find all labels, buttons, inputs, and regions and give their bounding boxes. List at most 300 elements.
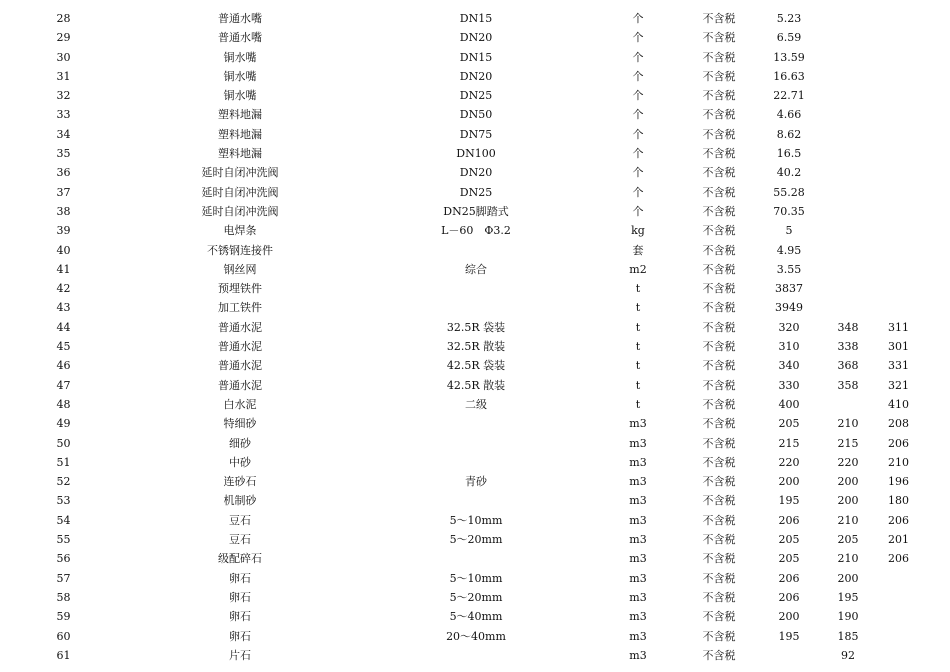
unit-cell: 个 xyxy=(632,89,644,103)
specification-cell: DN15 xyxy=(459,12,493,25)
price-3-cell xyxy=(879,569,918,588)
material-name-cell: 普通水泥 xyxy=(218,340,262,354)
specification-cell: DN20 xyxy=(459,31,493,45)
unit-cell: 个 xyxy=(632,147,644,161)
unit-cell: t xyxy=(635,340,641,354)
row-number-cell: 36 xyxy=(56,166,71,180)
empty-cell xyxy=(918,588,950,607)
unit-cell: t xyxy=(635,301,641,315)
price-1-cell: 4.95 xyxy=(776,243,802,257)
price-2-cell xyxy=(817,298,879,317)
material-name-cell: 延时自闭冲洗阀 xyxy=(201,166,279,180)
tax-status-cell: 不含税 xyxy=(702,378,736,392)
price-3-cell xyxy=(879,241,918,260)
specification-cell: DN50 xyxy=(459,108,493,122)
price-3-cell: 301 xyxy=(888,340,909,354)
row-number-cell: 29 xyxy=(56,31,71,45)
tax-status-cell: 不含税 xyxy=(702,166,736,180)
table-row xyxy=(0,67,950,86)
price-1-cell: 206 xyxy=(778,571,800,585)
empty-cell xyxy=(918,549,950,568)
price-3-cell: 331 xyxy=(888,359,909,373)
table-row xyxy=(0,183,950,202)
price-1-cell: 5 xyxy=(785,224,793,238)
tax-status-cell: 不含税 xyxy=(702,590,736,604)
material-name-cell: 延时自闭冲洗阀 xyxy=(201,185,279,199)
table-row xyxy=(0,125,950,144)
row-number-cell: 30 xyxy=(56,50,71,64)
material-name-cell: 卵石 xyxy=(229,590,251,604)
price-2-cell: 205 xyxy=(837,533,859,547)
row-number-cell: 47 xyxy=(56,378,71,392)
specification-cell xyxy=(353,453,599,472)
material-name-cell: 普通水泥 xyxy=(218,320,262,334)
row-number-cell: 39 xyxy=(56,224,71,238)
unit-cell: kg xyxy=(631,224,645,238)
material-name-cell: 加工铁件 xyxy=(218,301,262,315)
material-name-cell: 普通水泥 xyxy=(218,378,262,392)
table-row xyxy=(0,395,950,414)
price-3-cell xyxy=(879,279,918,298)
material-name-cell: 塑料地漏 xyxy=(218,127,262,141)
material-name-cell: 普通水嘴 xyxy=(218,31,262,45)
price-3-cell: 206 xyxy=(888,436,909,450)
price-1-cell: 6.59 xyxy=(776,31,802,45)
tax-status-cell: 不含税 xyxy=(702,571,736,585)
table-row xyxy=(0,472,950,491)
material-name-cell: 电焊条 xyxy=(223,224,257,238)
table-row xyxy=(0,511,950,530)
price-3-cell: 196 xyxy=(888,475,909,489)
table-row xyxy=(0,588,950,607)
unit-cell: 个 xyxy=(632,12,644,25)
empty-cell xyxy=(918,202,950,221)
specification-cell xyxy=(353,491,599,510)
tax-status-cell: 不含税 xyxy=(702,455,736,469)
tax-status-cell: 不含税 xyxy=(702,436,736,450)
row-number-cell: 54 xyxy=(56,513,71,527)
price-1-cell xyxy=(761,646,817,665)
empty-cell xyxy=(918,221,950,240)
table-row xyxy=(0,163,950,182)
price-2-cell: 200 xyxy=(837,475,859,489)
tax-status-cell: 不含税 xyxy=(702,282,736,296)
row-number-cell: 61 xyxy=(56,648,71,662)
price-3-cell xyxy=(879,125,918,144)
material-name-cell: 级配碎石 xyxy=(218,552,262,566)
specification-cell xyxy=(353,646,599,665)
price-1-cell: 13.59 xyxy=(773,50,805,64)
table-row xyxy=(0,241,950,260)
specification-cell: 42.5R 散装 xyxy=(446,378,506,392)
tax-status-cell: 不含税 xyxy=(702,417,736,431)
table-row xyxy=(0,298,950,317)
price-1-cell: 55.28 xyxy=(773,185,805,199)
tax-status-cell: 不含税 xyxy=(702,301,736,315)
unit-cell: m3 xyxy=(629,475,647,489)
price-3-cell: 201 xyxy=(888,533,909,547)
table-row xyxy=(0,569,950,588)
row-number-cell: 57 xyxy=(56,571,71,585)
material-name-cell: 卵石 xyxy=(229,571,251,585)
price-1-cell: 195 xyxy=(778,494,800,508)
empty-cell xyxy=(918,646,950,665)
row-number-cell: 40 xyxy=(56,243,71,257)
empty-cell xyxy=(918,356,950,375)
price-3-cell xyxy=(879,144,918,163)
table-row xyxy=(0,221,950,240)
empty-cell xyxy=(918,86,950,105)
empty-cell xyxy=(918,279,950,298)
price-3-cell: 180 xyxy=(888,494,909,508)
specification-cell: DN15 xyxy=(459,50,493,64)
price-2-cell xyxy=(817,221,879,240)
tax-status-cell: 不含税 xyxy=(702,648,736,662)
specification-cell: 32.5R 袋装 xyxy=(446,320,506,334)
price-1-cell: 195 xyxy=(778,629,800,643)
tax-status-cell: 不含税 xyxy=(702,552,736,566)
price-2-cell: 210 xyxy=(837,513,859,527)
table-row xyxy=(0,549,950,568)
specification-cell: 20～40mm xyxy=(446,629,506,643)
row-number-cell: 43 xyxy=(56,301,71,315)
price-3-cell: 208 xyxy=(888,417,909,431)
table-row xyxy=(0,28,950,47)
price-1-cell: 22.71 xyxy=(773,89,805,103)
specification-cell: DN25脚踏式 xyxy=(443,204,509,218)
unit-cell: 个 xyxy=(632,204,644,218)
specification-cell: 综合 xyxy=(465,262,487,276)
tax-status-cell: 不含税 xyxy=(702,610,736,624)
unit-cell: m2 xyxy=(629,262,647,276)
table-row xyxy=(0,318,950,337)
empty-cell xyxy=(918,395,950,414)
price-3-cell xyxy=(879,202,918,221)
tax-status-cell: 不含税 xyxy=(702,340,736,354)
material-name-cell: 塑料地漏 xyxy=(218,147,262,161)
tax-status-cell: 不含税 xyxy=(702,69,736,83)
empty-cell xyxy=(918,530,950,549)
row-number-cell: 38 xyxy=(56,204,71,218)
unit-cell: m3 xyxy=(629,571,647,585)
price-1-cell: 330 xyxy=(778,378,800,392)
specification-cell: DN100 xyxy=(456,147,496,161)
specification-cell: DN20 xyxy=(459,69,493,83)
price-3-cell xyxy=(879,86,918,105)
material-name-cell: 钢丝网 xyxy=(223,262,257,276)
empty-cell xyxy=(918,318,950,337)
tax-status-cell: 不含税 xyxy=(702,185,736,199)
tax-status-cell: 不含税 xyxy=(702,262,736,276)
price-3-cell: 311 xyxy=(888,320,909,334)
price-2-cell: 220 xyxy=(837,455,859,469)
price-2-cell xyxy=(817,125,879,144)
specification-cell: DN25 xyxy=(459,185,493,199)
empty-cell xyxy=(918,28,950,47)
table-row xyxy=(0,646,950,665)
price-3-cell xyxy=(879,67,918,86)
material-name-cell: 豆石 xyxy=(229,533,251,547)
price-1-cell: 200 xyxy=(778,610,800,624)
tax-status-cell: 不含税 xyxy=(702,224,736,238)
price-1-cell: 310 xyxy=(778,340,800,354)
price-3-cell: 410 xyxy=(888,397,909,411)
price-1-cell: 206 xyxy=(778,513,800,527)
row-number-cell: 46 xyxy=(56,359,71,373)
price-2-cell xyxy=(817,163,879,182)
row-number-cell: 48 xyxy=(56,397,71,411)
row-number-cell: 56 xyxy=(56,552,71,566)
material-name-cell: 不锈钢连接件 xyxy=(207,243,273,257)
unit-cell: m3 xyxy=(629,648,647,662)
tax-status-cell: 不含税 xyxy=(702,12,736,25)
unit-cell: m3 xyxy=(629,494,647,508)
material-name-cell: 普通水泥 xyxy=(218,359,262,373)
unit-cell: m3 xyxy=(629,533,647,547)
empty-cell xyxy=(918,414,950,433)
table-row xyxy=(0,376,950,395)
row-number-cell: 51 xyxy=(56,455,71,469)
row-number-cell: 55 xyxy=(56,533,71,547)
row-number-cell: 49 xyxy=(56,417,71,431)
price-2-cell: 200 xyxy=(837,494,859,508)
price-2-cell: 200 xyxy=(837,571,859,585)
material-name-cell: 延时自闭冲洗阀 xyxy=(201,204,279,218)
empty-cell xyxy=(918,434,950,453)
row-number-cell: 50 xyxy=(56,436,71,450)
price-1-cell: 205 xyxy=(778,533,800,547)
price-1-cell: 200 xyxy=(778,475,800,489)
tax-status-cell: 不含税 xyxy=(702,31,736,45)
empty-cell xyxy=(918,48,950,67)
empty-cell xyxy=(918,337,950,356)
tax-status-cell: 不含税 xyxy=(702,475,736,489)
table-row xyxy=(0,434,950,453)
price-2-cell xyxy=(817,9,879,28)
unit-cell: 个 xyxy=(632,31,644,45)
price-3-cell xyxy=(879,588,918,607)
material-price-table xyxy=(0,9,950,665)
specification-cell: 5～10mm xyxy=(449,571,503,585)
specification-cell xyxy=(353,434,599,453)
price-1-cell: 205 xyxy=(778,417,800,431)
tax-status-cell: 不含税 xyxy=(702,89,736,103)
price-2-cell xyxy=(817,183,879,202)
price-3-cell xyxy=(879,48,918,67)
table-row xyxy=(0,86,950,105)
specification-cell: 5～40mm xyxy=(449,610,503,624)
price-3-cell xyxy=(879,607,918,626)
price-3-cell xyxy=(879,260,918,279)
specification-cell: 42.5R 袋装 xyxy=(446,359,506,373)
price-2-cell xyxy=(817,260,879,279)
price-2-cell xyxy=(817,241,879,260)
price-2-cell xyxy=(817,395,879,414)
price-3-cell: 321 xyxy=(888,378,909,392)
table-row xyxy=(0,627,950,646)
material-name-cell: 连砂石 xyxy=(223,475,257,489)
specification-cell: DN75 xyxy=(459,127,493,141)
price-3-cell xyxy=(879,298,918,317)
specification-cell: 二级 xyxy=(465,397,487,411)
empty-cell xyxy=(918,491,950,510)
price-1-cell: 3.55 xyxy=(776,262,802,276)
row-number-cell: 44 xyxy=(56,320,71,334)
unit-cell: m3 xyxy=(629,513,647,527)
price-1-cell: 8.62 xyxy=(776,127,802,141)
unit-cell: t xyxy=(635,320,641,334)
price-2-cell xyxy=(817,202,879,221)
price-3-cell xyxy=(879,163,918,182)
price-3-cell: 206 xyxy=(888,513,909,527)
row-number-cell: 42 xyxy=(56,282,71,296)
price-2-cell xyxy=(817,28,879,47)
row-number-cell: 32 xyxy=(56,89,71,103)
empty-cell xyxy=(918,511,950,530)
price-2-cell xyxy=(817,67,879,86)
material-name-cell: 细砂 xyxy=(229,436,251,450)
row-number-cell: 35 xyxy=(56,147,71,161)
empty-cell xyxy=(918,144,950,163)
table-row xyxy=(0,337,950,356)
price-2-cell xyxy=(817,86,879,105)
unit-cell: t xyxy=(635,378,641,392)
price-1-cell: 40.2 xyxy=(776,166,802,180)
specification-cell xyxy=(353,298,599,317)
table-row xyxy=(0,48,950,67)
price-3-cell: 210 xyxy=(888,455,909,469)
price-1-cell: 3949 xyxy=(775,301,803,315)
unit-cell: m3 xyxy=(629,590,647,604)
price-2-cell: 348 xyxy=(837,320,859,334)
price-3-cell xyxy=(879,105,918,124)
tax-status-cell: 不含税 xyxy=(702,397,736,411)
specification-cell: 5～10mm xyxy=(449,513,503,527)
unit-cell: 个 xyxy=(632,50,644,64)
empty-cell xyxy=(918,298,950,317)
price-2-cell: 210 xyxy=(837,552,859,566)
tax-status-cell: 不含税 xyxy=(702,513,736,527)
price-2-cell xyxy=(817,48,879,67)
price-1-cell: 4.66 xyxy=(776,108,802,122)
price-1-cell: 220 xyxy=(778,455,800,469)
price-2-cell xyxy=(817,279,879,298)
table-row xyxy=(0,491,950,510)
specification-cell: 5～20mm xyxy=(449,533,503,547)
empty-cell xyxy=(918,67,950,86)
price-1-cell: 340 xyxy=(778,359,800,373)
price-1-cell: 5.23 xyxy=(776,12,802,25)
material-name-cell: 塑料地漏 xyxy=(218,108,262,122)
table-row xyxy=(0,607,950,626)
tax-status-cell: 不含税 xyxy=(702,494,736,508)
unit-cell: m3 xyxy=(629,629,647,643)
empty-cell xyxy=(918,453,950,472)
price-2-cell: 210 xyxy=(837,417,859,431)
table-row xyxy=(0,144,950,163)
tax-status-cell: 不含税 xyxy=(702,243,736,257)
price-1-cell: 16.5 xyxy=(776,147,802,161)
empty-cell xyxy=(918,125,950,144)
table-row xyxy=(0,202,950,221)
material-name-cell: 普通水嘴 xyxy=(218,12,262,25)
tax-status-cell: 不含税 xyxy=(702,50,736,64)
specification-cell xyxy=(353,241,599,260)
unit-cell: m3 xyxy=(629,610,647,624)
row-number-cell: 37 xyxy=(56,185,71,199)
material-name-cell: 预埋铁件 xyxy=(218,282,262,296)
price-1-cell: 206 xyxy=(778,590,800,604)
row-number-cell: 45 xyxy=(56,340,71,354)
price-1-cell: 215 xyxy=(778,436,800,450)
unit-cell: m3 xyxy=(629,417,647,431)
price-3-cell xyxy=(879,9,918,28)
empty-cell xyxy=(918,376,950,395)
specification-cell xyxy=(353,279,599,298)
price-3-cell xyxy=(879,28,918,47)
specification-cell xyxy=(353,414,599,433)
tax-status-cell: 不含税 xyxy=(702,320,736,334)
row-number-cell: 60 xyxy=(56,629,71,643)
row-number-cell: 34 xyxy=(56,127,71,141)
specification-cell: DN25 xyxy=(459,89,493,103)
material-name-cell: 铜水嘴 xyxy=(223,89,257,103)
empty-cell xyxy=(918,105,950,124)
empty-cell xyxy=(918,627,950,646)
material-name-cell: 铜水嘴 xyxy=(223,69,257,83)
unit-cell: 个 xyxy=(632,166,644,180)
material-name-cell: 卵石 xyxy=(229,629,251,643)
unit-cell: 个 xyxy=(632,185,644,199)
specification-cell: 青砂 xyxy=(465,475,487,489)
material-name-cell: 铜水嘴 xyxy=(223,50,257,64)
specification-cell: DN20 xyxy=(459,166,493,180)
unit-cell: 套 xyxy=(632,243,644,257)
empty-cell xyxy=(918,241,950,260)
unit-cell: m3 xyxy=(629,436,647,450)
row-number-cell: 31 xyxy=(56,69,71,83)
unit-cell: t xyxy=(635,359,641,373)
empty-cell xyxy=(918,472,950,491)
unit-cell: t xyxy=(635,282,641,296)
table-body xyxy=(0,9,950,665)
table-row xyxy=(0,530,950,549)
price-2-cell: 368 xyxy=(837,359,859,373)
empty-cell xyxy=(918,569,950,588)
price-2-cell: 215 xyxy=(837,436,859,450)
table-row xyxy=(0,260,950,279)
tax-status-cell: 不含税 xyxy=(702,204,736,218)
price-3-cell xyxy=(879,627,918,646)
price-3-cell xyxy=(879,183,918,202)
price-1-cell: 3837 xyxy=(775,282,803,296)
price-3-cell xyxy=(879,646,918,665)
specification-cell: 32.5R 散装 xyxy=(446,340,506,354)
material-name-cell: 中砂 xyxy=(229,455,251,469)
tax-status-cell: 不含税 xyxy=(702,533,736,547)
unit-cell: 个 xyxy=(632,108,644,122)
row-number-cell: 41 xyxy=(56,262,71,276)
unit-cell: 个 xyxy=(632,127,644,141)
specification-cell: L－60 Φ3.2 xyxy=(441,224,511,238)
empty-cell xyxy=(918,9,950,28)
specification-cell xyxy=(353,549,599,568)
price-1-cell: 320 xyxy=(778,320,800,334)
tax-status-cell: 不含税 xyxy=(702,127,736,141)
material-name-cell: 卵石 xyxy=(229,610,251,624)
price-2-cell: 92 xyxy=(841,648,855,662)
empty-cell xyxy=(918,607,950,626)
